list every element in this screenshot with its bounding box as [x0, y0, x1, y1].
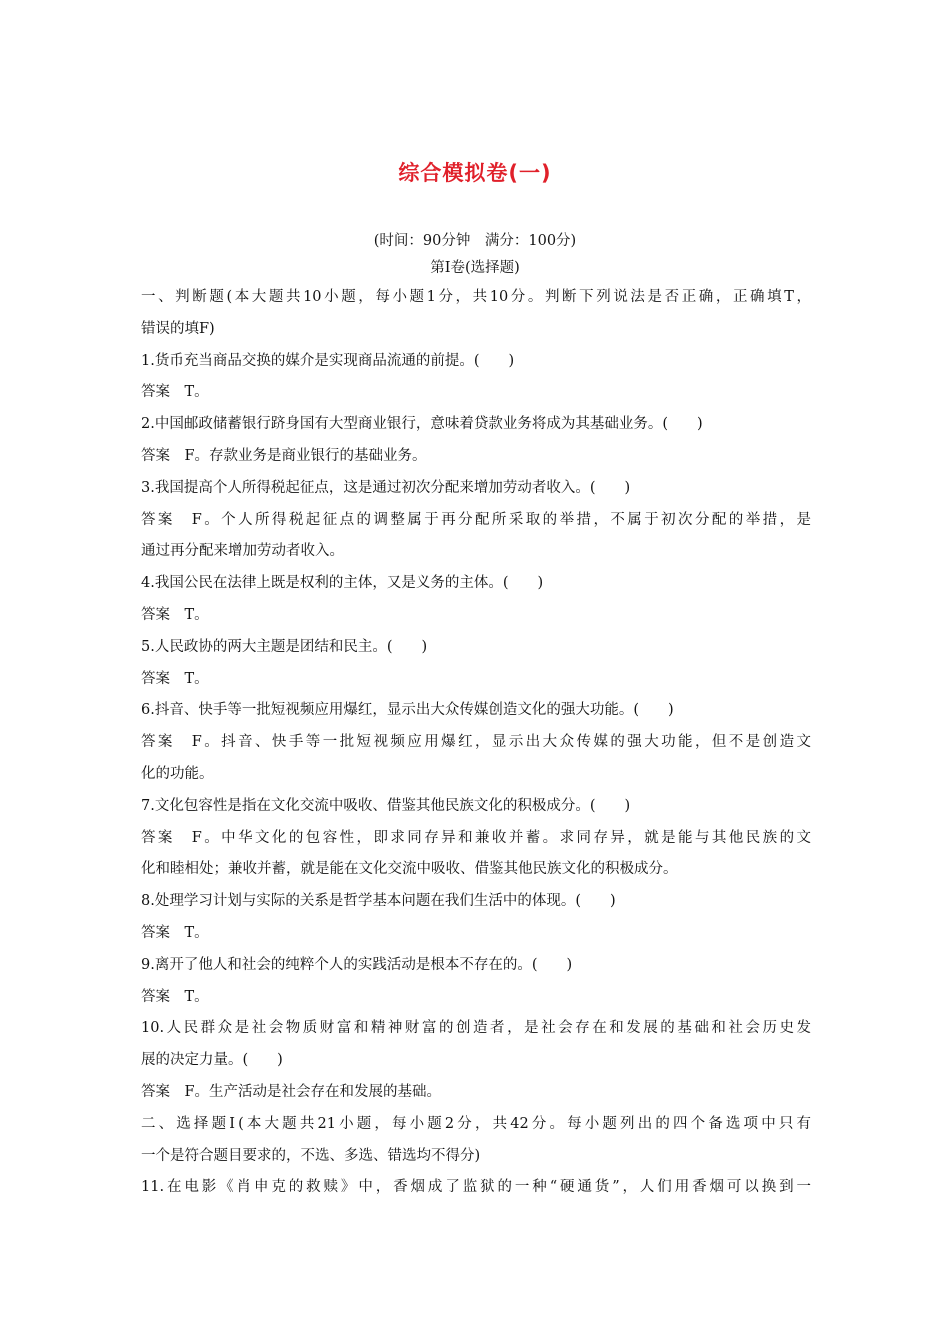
text-line: 答案 T。 — [141, 606, 209, 623]
text-line: 答案 F。存款业务是商业银行的基础业务。 — [141, 447, 427, 464]
text-line: 一、判断题(本大题共10小题，每小题1分，共10分。判断下列说法是否正确，正确填T， — [141, 289, 811, 305]
text-line: 化的功能。 — [141, 765, 214, 782]
text-line: 11.在电影《肖申克的救赎》中，香烟成了监狱的一种“硬通货”，人们用香烟可以换到一 — [141, 1179, 811, 1196]
text-line: 8.处理学习计划与实际的关系是哲学基本问题在我们生活中的体现。( ) — [141, 893, 616, 910]
text-line: 一个是符合题目要求的，不选、多选、错选均不得分) — [141, 1147, 481, 1164]
text-line: 展的决定力量。( ) — [141, 1052, 283, 1069]
text-line: 答案 F。中华文化的包容性，即求同存异和兼收并蓄。求同存异，就是能与其他民族的文 — [141, 829, 811, 846]
text-line: 3.我国提高个人所得税起征点，这是通过初次分配来增加劳动者收入。( ) — [141, 479, 631, 496]
text-line: 化和睦相处；兼收并蓄，就是能在文化交流中吸收、借鉴其他民族文化的积极成分。 — [141, 861, 678, 878]
text-line: 通过再分配来增加劳动者收入。 — [141, 543, 344, 560]
text-line: 答案 F。抖音、快手等一批短视频应用爆红，显示出大众传媒的强大功能，但不是创造文 — [141, 734, 811, 751]
text-line: 答案 F。生产活动是社会存在和发展的基础。 — [141, 1083, 442, 1100]
text-line: 二、选择题Ⅰ(本大题共21小题，每小题2分，共42分。每小题列出的四个备选项中只有 — [141, 1115, 811, 1132]
text-line: 5.人民政协的两大主题是团结和民主。( ) — [141, 638, 428, 655]
text-line: 9.离开了他人和社会的纯粹个人的实践活动是根本不存在的。( ) — [141, 956, 573, 973]
text-line: 4.我国公民在法律上既是权利的主体，又是义务的主体。( ) — [141, 575, 544, 592]
text-line: 答案 T。 — [141, 988, 209, 1005]
text-line: 1.货币充当商品交换的媒介是实现商品流通的前提。( ) — [141, 352, 515, 369]
question-body — [141, 282, 811, 1204]
text-line: 7.文化包容性是指在文化交流中吸收、借鉴其他民族文化的积极成分。( ) — [141, 797, 631, 814]
text-line: 10.人民群众是社会物质财富和精神财富的创造者，是社会存在和发展的基础和社会历史发 — [141, 1020, 811, 1037]
text-line: 答案 F。个人所得税起征点的调整属于再分配所采取的举措，不属于初次分配的举措，是 — [141, 511, 811, 528]
exam-time-score: (时间：90分钟 满分：100分) — [373, 233, 577, 249]
text-line: 6.抖音、快手等一批短视频应用爆红，显示出大众传媒创造文化的强大功能。( ) — [141, 702, 674, 719]
text-line: 答案 T。 — [141, 924, 209, 941]
volume-heading: 第Ⅰ卷(选择题) — [430, 260, 520, 276]
text-line: 2.中国邮政储蓄银行跻身国有大型商业银行，意味着贷款业务将成为其基础业务。( ) — [141, 416, 703, 433]
text-line: 答案 T。 — [141, 384, 209, 401]
text-line: 错误的填F) — [141, 320, 215, 337]
text-line: 答案 T。 — [141, 670, 209, 687]
page-title: 综合模拟卷(一) — [398, 161, 552, 185]
